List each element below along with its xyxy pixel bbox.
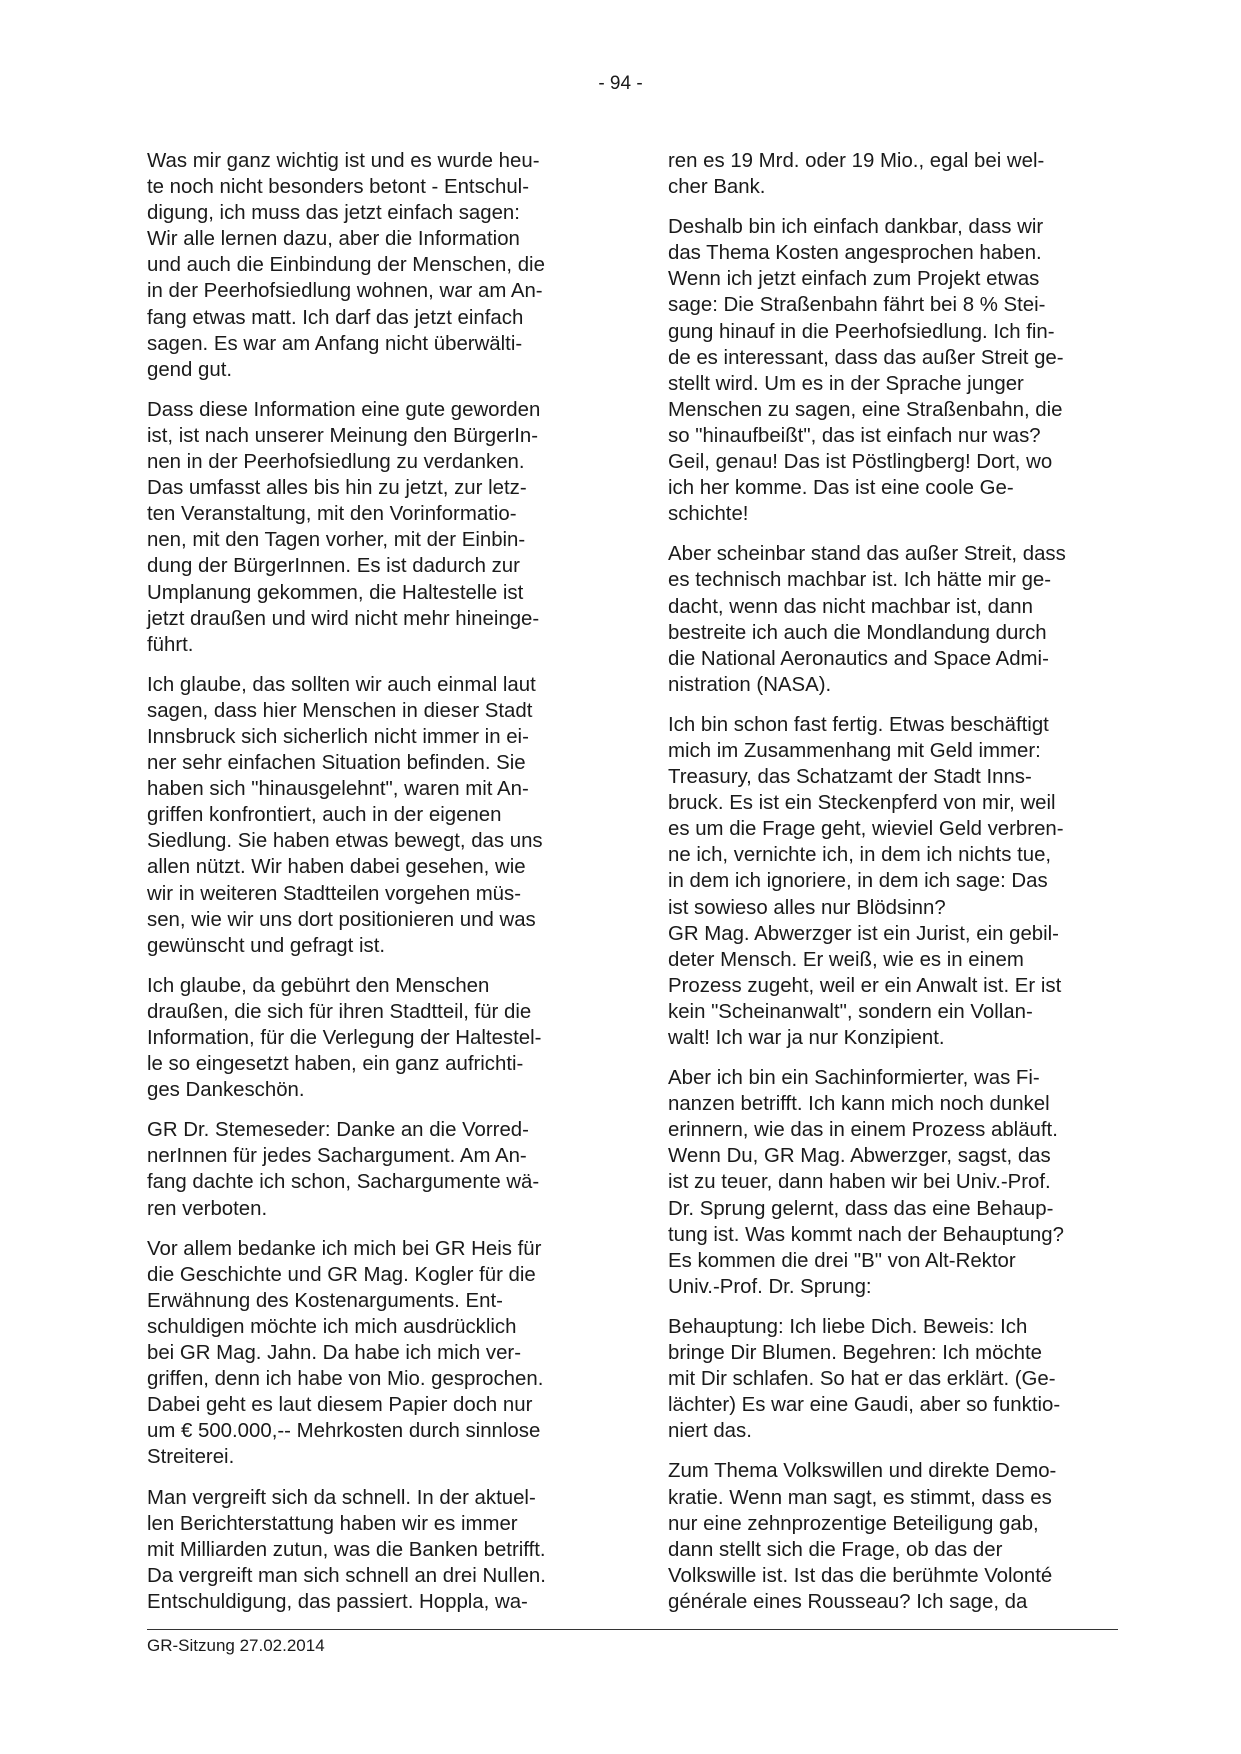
text-line: Prozess zugeht, weil er ein Anwalt ist. Er ist: [668, 974, 1062, 997]
text-line: stellt wird. Um es in der Sprache junger: [668, 372, 1024, 395]
text-line: Univ.-Prof. Dr. Sprung:: [668, 1275, 872, 1298]
text-line: Information, für die Verlegung der Haltestel-: [147, 1027, 542, 1049]
text-line: die Geschichte und GR Mag. Kogler für die: [147, 1263, 536, 1286]
text-line: Dr. Sprung gelernt, dass das eine Behaup-: [668, 1197, 1054, 1220]
text-line: Umplanung gekommen, die Haltestelle ist: [147, 581, 524, 604]
text-line: niert das.: [668, 1420, 752, 1443]
text-line: fang etwas matt. Ich darf das jetzt einfach: [147, 306, 524, 329]
text-line: sen, wie wir uns dort positionieren und was: [147, 908, 536, 931]
text-line: nistration (NASA).: [668, 673, 832, 696]
text-line: Zum Thema Volkswillen und direkte Demo-: [668, 1460, 1057, 1483]
text-line: Siedlung. Sie haben etwas bewegt, das uns: [147, 830, 543, 853]
text-line: Innsbruck sich sicherlich nicht immer in ei-: [147, 725, 529, 748]
text-line: Dass diese Information eine gute geworden: [147, 398, 541, 421]
text-line: Wenn Du, GR Mag. Abwerzger, sagst, das: [668, 1145, 1051, 1168]
footer-divider: [147, 1629, 1118, 1630]
text-line: digung, ich muss das jetzt einfach sagen:: [147, 202, 520, 225]
text-line: Menschen zu sagen, eine Straßenbahn, die: [668, 398, 1063, 421]
text-line: nen in der Peerhofsiedlung zu verdanken.: [147, 451, 525, 474]
text-line: es um die Frage geht, wieviel Geld verbren-: [668, 818, 1064, 841]
text-line: ges Dankeschön.: [147, 1079, 305, 1102]
text-line: GR Mag. Abwerzger ist ein Jurist, ein gebil-: [668, 922, 1059, 945]
paragraph: [147, 1117, 599, 1221]
text-line: wir in weiteren Stadtteilen vorgehen müs-: [147, 882, 522, 905]
text-line: nur eine zehnprozentige Beteiligung gab,: [668, 1512, 1039, 1535]
text-line: Es kommen die drei "B" von Alt-Rektor: [668, 1249, 1016, 1272]
text-line: deter Mensch. Er weiß, wie es in einem: [668, 948, 1024, 971]
right-column: [668, 148, 1120, 1629]
text-line: gung hinauf in die Peerhofsiedlung. Ich fin-: [668, 320, 1055, 343]
text-line: ne ich, vernichte ich, in dem ich nichts tue,: [668, 844, 1052, 867]
text-line: bestreite ich auch die Mondlandung durch: [668, 621, 1047, 644]
text-line: bei GR Mag. Jahn. Da habe ich mich ver-: [147, 1342, 521, 1365]
paragraph: [147, 973, 599, 1103]
paragraph: [668, 1458, 1120, 1615]
text-line: Volkswille ist. Ist das die berühmte Volonté: [668, 1564, 1053, 1587]
text-line: um € 500.000,-- Mehrkosten durch sinnlose: [147, 1420, 541, 1443]
text-line: cher Bank.: [668, 176, 766, 199]
text-line: bringe Dir Blumen. Begehren: Ich möchte: [668, 1342, 1043, 1365]
footer-session-date: GR-Sitzung 27.02.2014: [147, 1636, 325, 1655]
text-line: ist sowieso alles nur Blödsinn?: [668, 896, 946, 919]
text-line: Ich glaube, das sollten wir auch einmal laut: [147, 673, 536, 696]
text-line: Treasury, das Schatzamt der Stadt Inns-: [668, 766, 1032, 789]
text-line: ten Veranstaltung, mit den Vorinformatio-: [147, 503, 517, 526]
text-line: ner sehr einfachen Situation befinden. Sie: [147, 752, 526, 775]
text-line: sage: Die Straßenbahn fährt bei 8 % Stei-: [668, 294, 1046, 317]
text-line: mit Dir schlafen. So hat er das erklärt. (Ge-: [668, 1368, 1056, 1391]
text-line: Wir alle lernen dazu, aber die Information: [147, 228, 520, 251]
text-line: Dabei geht es laut diesem Papier doch nur: [147, 1394, 533, 1417]
text-line: gend gut.: [147, 358, 233, 381]
text-line: le so eingesetzt haben, ein ganz aufrichti-: [147, 1053, 524, 1076]
paragraph: [668, 541, 1120, 698]
paragraph: [147, 1236, 599, 1471]
left-column: [147, 148, 599, 1629]
text-line: schichte!: [668, 503, 749, 526]
paragraph: [668, 1314, 1120, 1444]
text-line: Vor allem bedanke ich mich bei GR Heis für: [147, 1237, 542, 1260]
text-line: dacht, wenn das nicht machbar ist, dann: [668, 595, 1033, 618]
page-number: - 94 -: [598, 73, 643, 94]
text-line: walt! Ich war ja nur Konzipient.: [668, 1027, 945, 1049]
text-line: Wenn ich jetzt einfach zum Projekt etwas: [668, 268, 1040, 291]
text-line: ist, ist nach unserer Meinung den BürgerIn-: [147, 424, 539, 447]
text-line: Da vergreift man sich schnell an drei Nullen.: [147, 1564, 546, 1587]
text-line: Behauptung: Ich liebe Dich. Beweis: Ich: [668, 1315, 1028, 1338]
text-line: in der Peerhofsiedlung wohnen, war am An-: [147, 280, 543, 303]
text-line: haben sich "hinausgelehnt", waren mit An-: [147, 778, 529, 801]
text-line: dung der BürgerInnen. Es ist dadurch zur: [147, 555, 520, 578]
text-line: Geil, genau! Das ist Pöstlingberg! Dort, wo: [668, 451, 1053, 474]
text-line: Ich bin schon fast fertig. Etwas beschäftigt: [668, 713, 1049, 736]
text-line: die National Aeronautics and Space Admi-: [668, 647, 1049, 670]
text-line: sagen. Es war am Anfang nicht überwälti-: [147, 332, 523, 355]
text-line: Streiterei.: [147, 1446, 235, 1469]
text-line: kratie. Wenn man sagt, es stimmt, dass es: [668, 1486, 1052, 1509]
text-line: générale eines Rousseau? Ich sage, da: [668, 1590, 1028, 1613]
paragraph: [668, 148, 1120, 200]
text-line: de es interessant, dass das außer Streit ge-: [668, 346, 1064, 369]
text-line: lächter) Es war eine Gaudi, aber so funktio-: [668, 1394, 1061, 1417]
text-line: bruck. Es ist ein Steckenpferd von mir, weil: [668, 792, 1056, 815]
text-line: ren verboten.: [147, 1197, 268, 1220]
paragraph: [147, 397, 599, 658]
text-line: allen nützt. Wir haben dabei gesehen, wie: [147, 856, 526, 879]
text-line: es technisch machbar ist. Ich hätte mir ge-: [668, 569, 1052, 592]
paragraph: [147, 1485, 599, 1615]
text-line: nerInnen für jedes Sachargument. Am An-: [147, 1145, 527, 1168]
text-line: Erwähnung des Kostenarguments. Ent-: [147, 1289, 503, 1312]
text-line: ist zu teuer, dann haben wir bei Univ.-Prof.: [668, 1171, 1051, 1194]
text-line: das Thema Kosten angesprochen haben.: [668, 242, 1042, 265]
text-line: ren es 19 Mrd. oder 19 Mio., egal bei wel-: [668, 150, 1045, 172]
text-line: nanzen betrifft. Ich kann mich noch dunkel: [668, 1093, 1050, 1116]
text-line: ich her komme. Das ist eine coole Ge-: [668, 477, 1014, 500]
text-line: kein "Scheinanwalt", sondern ein Vollan-: [668, 1000, 1033, 1023]
text-line: Aber scheinbar stand das außer Streit, dass: [668, 543, 1066, 566]
text-line: so "hinaufbeißt", das ist einfach nur was?: [668, 424, 1041, 447]
text-line: Das umfasst alles bis hin zu jetzt, zur letz-: [147, 477, 527, 500]
text-line: Ich glaube, da gebührt den Menschen: [147, 974, 490, 997]
text-line: Entschuldigung, das passiert. Hoppla, wa-: [147, 1590, 528, 1613]
text-line: fang dachte ich schon, Sachargumente wä-: [147, 1171, 540, 1194]
text-line: in dem ich ignoriere, in dem ich sage: Das: [668, 870, 1048, 893]
paragraph: [147, 148, 599, 383]
text-line: jetzt draußen und wird nicht mehr hineinge-: [147, 607, 540, 630]
paragraph: [668, 712, 1120, 1051]
text-line: GR Dr. Stemeseder: Danke an die Vorred-: [147, 1119, 529, 1142]
text-line: schuldigen möchte ich mich ausdrücklich: [147, 1315, 517, 1338]
paragraph: [668, 214, 1120, 527]
text-line: draußen, die sich für ihren Stadtteil, für die: [147, 1000, 532, 1023]
text-line: mich im Zusammenhang mit Geld immer:: [668, 739, 1041, 762]
text-line: Aber ich bin ein Sachinformierter, was Fi-: [668, 1067, 1040, 1090]
paragraph: [668, 1065, 1120, 1300]
text-line: len Berichterstattung haben wir es immer: [147, 1512, 518, 1535]
text-line: sagen, dass hier Menschen in dieser Stadt: [147, 699, 533, 722]
text-line: griffen konfrontiert, auch in der eigenen: [147, 804, 502, 827]
text-line: erinnern, wie das in einem Prozess abläuft.: [668, 1119, 1058, 1142]
text-line: Deshalb bin ich einfach dankbar, dass wir: [668, 216, 1044, 239]
text-line: tung ist. Was kommt nach der Behauptung?: [668, 1223, 1064, 1246]
text-line: te noch nicht besonders betont - Entschul-: [147, 176, 529, 199]
text-line: und auch die Einbindung der Menschen, die: [147, 254, 545, 277]
text-line: dann stellt sich die Frage, ob das der: [668, 1538, 1003, 1561]
text-line: griffen, denn ich habe von Mio. gesprochen.: [147, 1368, 544, 1391]
text-line: gewünscht und gefragt ist.: [147, 934, 386, 957]
text-line: mit Milliarden zutun, was die Banken betrifft.: [147, 1538, 546, 1561]
text-line: führt.: [147, 633, 194, 656]
text-line: Man vergreift sich da schnell. In der aktuel-: [147, 1486, 536, 1509]
text-line: nen, mit den Tagen vorher, mit der Einbin-: [147, 529, 526, 552]
text-line: Was mir ganz wichtig ist und es wurde heu-: [147, 150, 540, 172]
paragraph: [147, 672, 599, 959]
